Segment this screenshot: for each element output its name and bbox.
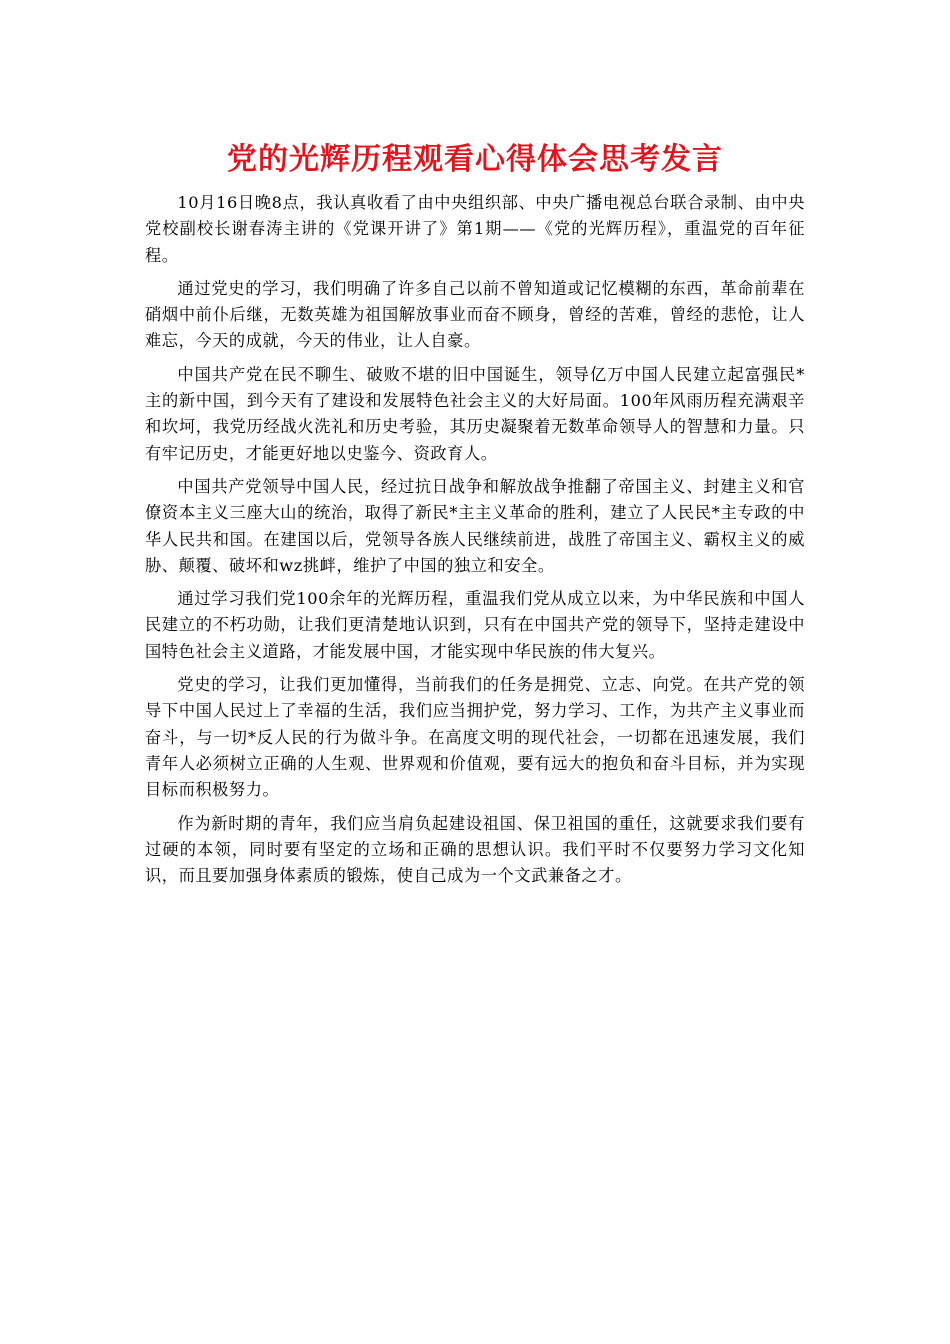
paragraph-3: 中国共产党在民不聊生、破败不堪的旧中国诞生，领导亿万中国人民建立起富强民*主的新中国，到今天有了建设和发展特色社会主义的大好局面。100年风雨历程充满艰辛和坎坷，我党历经战火洗礼和历史考验，其历史凝聚着无数革命领导人的智慧和力量。只有牢记历史，才能更好地以史鉴今、资政育人。 [145, 364, 805, 463]
document-title: 党的光辉历程观看心得体会思考发言 [227, 142, 723, 177]
paragraph-5: 通过学习我们党100余年的光辉历程，重温我们党从成立以来，为中华民族和中国人民建立的不朽功勋，让我们更清楚地认识到，只有在中国共产党的领导下，坚持走建设中国特色社会主义道路，才能发展中国，才能实现中华民族的伟大复兴。 [145, 589, 805, 661]
document-body [145, 190, 805, 896]
paragraph-2: 通过党史的学习，我们明确了许多自己以前不曾知道或记忆模糊的东西，革命前辈在硝烟中前仆后继，无数英雄为祖国解放事业而奋不顾身，曾经的苦难，曾经的悲怆，让人难忘，今天的成就，今天的伟业，让人自豪。 [145, 278, 805, 351]
paragraph-7: 作为新时期的青年，我们应当肩负起建设祖国、保卫祖国的重任，这就要求我们要有过硬的本领，同时要有坚定的立场和正确的思想认识。我们平时不仅要努力学习文化知识，而且要加强身体素质的锻炼，使自己成为一个文武兼备之才。 [145, 813, 805, 886]
paragraph-6: 党史的学习，让我们更加懂得，当前我们的任务是拥党、立志、向党。在共产党的领导下中国人民过上了幸福的生活，我们应当拥护党，努力学习、工作，为共产主义事业而奋斗，与一切*反人民的行为做斗争。在高度文明的现代社会，一切都在迅速发展，我们青年人必须树立正确的人生观、世界观和价值观，要有远大的抱负和奋斗目标，并为实现目标而积极努力。 [145, 675, 805, 800]
paragraph-1: 10月16日晚8点，我认真收看了由中央组织部、中央广播电视总台联合录制、由中央党校副校长谢春涛主讲的《党课开讲了》第1期——《党的光辉历程》，重温党的百年征程。 [145, 193, 805, 265]
paragraph-4: 中国共产党领导中国人民，经过抗日战争和解放战争推翻了帝国主义、封建主义和官僚资本主义三座大山的统治，取得了新民*主主义革命的胜利，建立了人民民*主专政的中华人民共和国。在建国以后，党领导各族人民继续前进，战胜了帝国主义、霸权主义的威胁、颠覆、破坏和wz挑衅，维护了中国的独立和安全。 [145, 476, 805, 575]
